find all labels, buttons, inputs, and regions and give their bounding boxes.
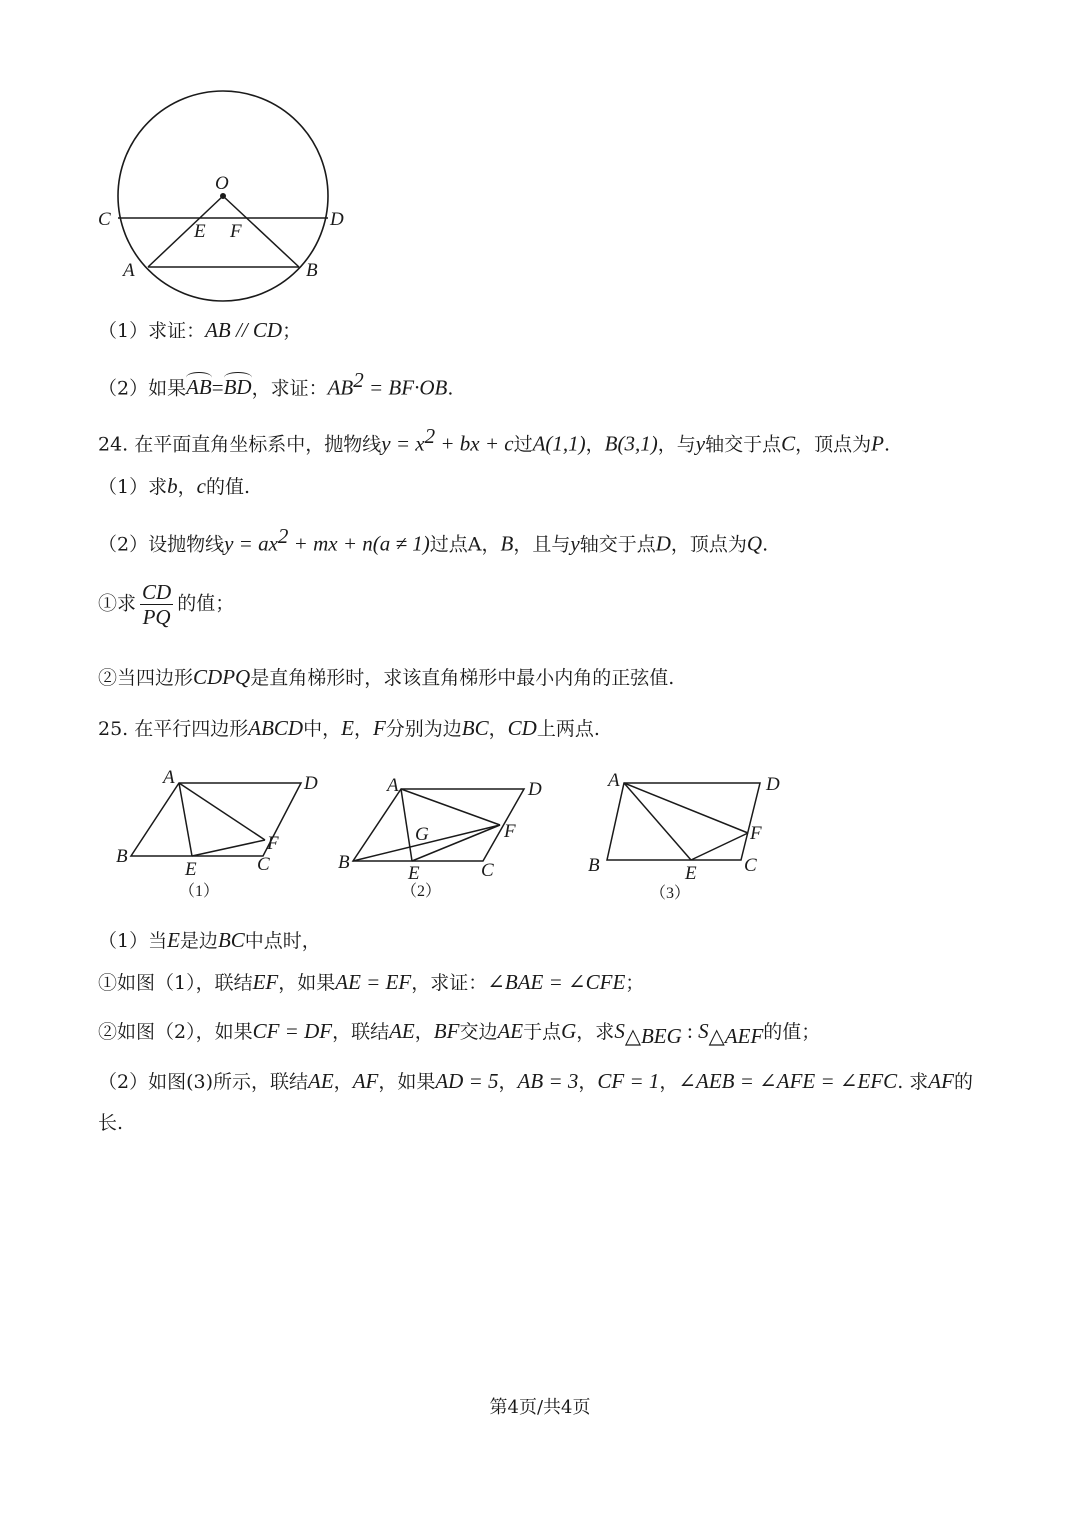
q24-end: . bbox=[883, 433, 891, 456]
q24-point-a: A(1,1) bbox=[532, 431, 586, 456]
q25-s2-at: 于点 bbox=[523, 1021, 562, 1043]
fig1-label-a: A bbox=[163, 767, 175, 788]
q24-s1-end: 的值； bbox=[177, 592, 235, 615]
q25-s2-colon: : bbox=[681, 1019, 699, 1043]
q25-s2-ae: AE bbox=[389, 1019, 415, 1043]
q25-p2-sep3: ， bbox=[578, 1071, 598, 1093]
q25-mid2: 分别为边 bbox=[385, 718, 462, 740]
circle-figure bbox=[90, 85, 360, 310]
q25-part2-tail bbox=[98, 1112, 123, 1135]
fig3-af bbox=[624, 783, 748, 833]
fig2-label-a: A bbox=[387, 775, 399, 796]
q24-sep: ， bbox=[585, 433, 605, 456]
q24-p2-pass: 过点 bbox=[429, 533, 468, 556]
fig1-label-f: F bbox=[267, 833, 279, 854]
q24-s2-prefix: ②当四边形 bbox=[98, 667, 194, 689]
q24-p2-axis: 轴交于点 bbox=[579, 533, 656, 556]
q24-part2 bbox=[98, 524, 768, 557]
q25-s2-s1: S bbox=[614, 1019, 625, 1043]
q25-s2-s1-sub: △BEG bbox=[624, 1023, 682, 1048]
fig1-label-d: D bbox=[304, 773, 318, 794]
q25-p1-bc: BC bbox=[217, 928, 245, 952]
q24-point-b: B(3,1) bbox=[604, 431, 658, 456]
q23-p2-math-b: = BF·OB bbox=[363, 375, 448, 400]
q23-p2-arc1: AB bbox=[186, 375, 212, 400]
q25-s2-g: G bbox=[561, 1019, 577, 1043]
q25-cd: CD bbox=[507, 716, 537, 740]
q25-stem-prefix: 25. 在平行四边形 bbox=[98, 718, 249, 740]
q24-vertex: ，顶点为 bbox=[795, 433, 872, 456]
fig2-label-d: D bbox=[528, 779, 542, 800]
figure-3 bbox=[580, 765, 790, 910]
q24-p2-sep: ， bbox=[481, 533, 501, 556]
q24-p2-b: B bbox=[500, 531, 514, 556]
page-footer: 第4页/共4页 bbox=[489, 1397, 591, 1418]
q24-p1-prefix: （1）求 bbox=[98, 476, 168, 498]
q25-s2-cond: CF = DF bbox=[252, 1019, 333, 1043]
q25-p2-sep2: ， bbox=[498, 1071, 518, 1093]
q24-p2-prefix: （2）设抛物线 bbox=[98, 533, 225, 556]
q25-s1-prefix: ①如图（1），联结 bbox=[98, 972, 253, 994]
q24-sub1 bbox=[98, 580, 234, 629]
q24-p: P bbox=[871, 431, 884, 456]
fig2-caption: （2） bbox=[401, 883, 442, 900]
fig1-ae bbox=[179, 783, 192, 856]
q25-p2-ad: AD = 5 bbox=[435, 1069, 499, 1093]
q24-s2-end: 是直角梯形时，求该直角梯形中最小内角的正弦值. bbox=[250, 667, 675, 689]
q25-s2-bf: BF bbox=[433, 1019, 460, 1043]
q24-func-b: + bx + c bbox=[435, 431, 514, 456]
q24-func-a: y = x bbox=[381, 431, 425, 456]
q25-sub2 bbox=[98, 1019, 820, 1049]
q25-s2-find: ，求 bbox=[576, 1021, 615, 1043]
q25-e: E bbox=[341, 716, 354, 740]
q24-p2-q: Q bbox=[746, 531, 763, 556]
q24-func-sup: 2 bbox=[424, 424, 436, 448]
fig1-label-b: B bbox=[116, 846, 128, 867]
fig1-label-c: C bbox=[257, 854, 270, 875]
q23-p2-eq: = bbox=[211, 375, 224, 400]
q25-abcd: ABCD bbox=[248, 716, 304, 740]
label-a: A bbox=[123, 260, 135, 281]
q25-s1-prove: ，求证： bbox=[411, 972, 488, 994]
q25-s2-sep: ， bbox=[414, 1021, 434, 1043]
fig3-label-d: D bbox=[766, 774, 780, 795]
fig2-af bbox=[401, 789, 500, 825]
fig3-parallelogram bbox=[607, 783, 760, 860]
q25-p2-cf: CF = 1 bbox=[597, 1069, 660, 1093]
q25-p2-ae: AE bbox=[308, 1069, 334, 1093]
q24-stem bbox=[98, 424, 890, 457]
q25-s1-cond: AE = EF bbox=[335, 970, 412, 994]
q25-s2-s2-sub: △AEF bbox=[708, 1023, 764, 1048]
q24-fraction bbox=[140, 580, 173, 629]
q24-p2-func-a: y = ax bbox=[224, 531, 278, 556]
label-o: O bbox=[215, 173, 229, 194]
q25-p1-end: 中点时， bbox=[244, 930, 321, 952]
q24-axis: 轴交于点 bbox=[705, 433, 782, 456]
q25-s1-ef: EF bbox=[252, 970, 279, 994]
q25-f: F bbox=[372, 716, 386, 740]
q25-p2-tail: 长. bbox=[98, 1112, 124, 1134]
fig1-caption: （1） bbox=[179, 883, 220, 900]
q24-pass: 过 bbox=[513, 433, 533, 456]
label-b: B bbox=[306, 260, 318, 281]
q25-p2-angles: ∠AEB = ∠AFE = ∠EFC bbox=[678, 1069, 898, 1093]
q24-p2-d: D bbox=[655, 531, 671, 556]
q24-p2-mid: ，且与 bbox=[513, 533, 571, 556]
fig3-label-a: A bbox=[608, 770, 620, 791]
q23-p1-math: AB // CD bbox=[205, 318, 283, 342]
label-f: F bbox=[230, 221, 242, 242]
fig3-label-c: C bbox=[744, 855, 757, 876]
fig3-label-e: E bbox=[685, 863, 697, 884]
q25-s2-ae2: AE bbox=[497, 1019, 524, 1043]
q25-p2-of: 的 bbox=[953, 1071, 973, 1093]
fig2-label-e: E bbox=[408, 863, 420, 884]
fig3-caption: （3） bbox=[650, 885, 691, 902]
q23-p2-prefix: （2）如果 bbox=[98, 377, 187, 400]
fig2-label-c: C bbox=[481, 860, 494, 881]
q25-s1-mid: ，如果 bbox=[278, 972, 336, 994]
q24-p2-y: y bbox=[570, 531, 580, 556]
fig2-ae bbox=[401, 789, 412, 861]
q24-frac-den: PQ bbox=[142, 605, 171, 630]
q25-stem bbox=[98, 716, 600, 741]
q25-sub1 bbox=[98, 970, 644, 995]
q24-p2-end: . bbox=[762, 533, 769, 556]
q24-sub2 bbox=[98, 665, 674, 690]
fig1-ef bbox=[192, 840, 265, 856]
q25-s2-join: ，联结 bbox=[332, 1021, 390, 1043]
q25-s2-prefix: ②如图（2），如果 bbox=[98, 1021, 253, 1043]
q25-p1-mid: 是边 bbox=[179, 930, 218, 952]
q23-p2-mid: ，求证： bbox=[251, 377, 328, 400]
q23-p1-prefix: （1）求证： bbox=[98, 320, 206, 342]
q23-p1-end: ； bbox=[282, 320, 302, 342]
q25-p2-af2: AF bbox=[928, 1069, 954, 1093]
q24-y: y bbox=[695, 431, 706, 456]
q25-bc: BC bbox=[461, 716, 489, 740]
fig3-ae bbox=[624, 783, 691, 860]
q25-p2-sep: ， bbox=[333, 1071, 353, 1093]
fig2-label-f: F bbox=[504, 821, 516, 842]
q24-frac-num: CD bbox=[142, 580, 172, 604]
fig1-label-e: E bbox=[185, 859, 197, 880]
q23-p2-end: . bbox=[447, 377, 454, 400]
fig2-label-b: B bbox=[338, 852, 350, 873]
q25-s2-cross: 交边 bbox=[459, 1021, 498, 1043]
fig3-label-b: B bbox=[588, 855, 600, 876]
q25-p2-sep4: ， bbox=[659, 1071, 679, 1093]
q24-c: C bbox=[781, 431, 796, 456]
q24-mid: ，与 bbox=[657, 433, 696, 456]
q24-p2-func-sup: 2 bbox=[277, 524, 289, 548]
q25-p2-if: ，如果 bbox=[378, 1071, 436, 1093]
q24-p1-end: 的值. bbox=[205, 476, 250, 498]
q25-p1-prefix: （1）当 bbox=[98, 930, 168, 952]
label-e: E bbox=[194, 221, 206, 242]
figure-1 bbox=[105, 762, 335, 907]
q24-s1-prefix: ①求 bbox=[98, 592, 137, 615]
fig3-ef bbox=[691, 833, 748, 860]
q23-p2-math-sup: 2 bbox=[353, 368, 364, 392]
label-c: C bbox=[98, 209, 111, 230]
fig1-af bbox=[179, 783, 265, 840]
q25-mid1: 中， bbox=[303, 718, 342, 740]
q23-p2-arc2: BD bbox=[223, 375, 252, 400]
q23-p2-math-a: AB bbox=[327, 375, 354, 400]
q25-p2-prefix: （2）如图(3)所示，联结 bbox=[98, 1071, 309, 1093]
q25-end: 上两点. bbox=[536, 718, 600, 740]
q24-part1 bbox=[98, 474, 250, 499]
segment-oa bbox=[148, 196, 223, 267]
q25-p2-ab: AB = 3 bbox=[517, 1069, 579, 1093]
q24-s2-math: CDPQ bbox=[193, 665, 251, 689]
fig2-label-g: G bbox=[415, 824, 429, 845]
q24-p2-vertex: ，顶点为 bbox=[670, 533, 747, 556]
label-d: D bbox=[330, 209, 344, 230]
fig3-label-f: F bbox=[750, 823, 762, 844]
q25-p2-af: AF bbox=[352, 1069, 379, 1093]
q25-s1-end: ； bbox=[625, 972, 645, 994]
q23-part1 bbox=[98, 318, 301, 343]
q25-s2-s2: S bbox=[698, 1019, 709, 1043]
q24-p2-func-b: + mx + n(a ≠ 1) bbox=[288, 531, 430, 556]
q24-p1-sep: ， bbox=[177, 476, 197, 498]
q24-p1-c: c bbox=[196, 474, 206, 498]
q25-p2-find: . 求 bbox=[897, 1071, 929, 1093]
q24-p2-a: A bbox=[467, 533, 482, 556]
q24-p1-b: b bbox=[167, 474, 178, 498]
q25-part1 bbox=[98, 928, 321, 953]
q25-sep2: ， bbox=[488, 718, 508, 740]
q24-stem-text: 24. 在平面直角坐标系中，抛物线 bbox=[98, 433, 382, 456]
q25-sep: ， bbox=[353, 718, 373, 740]
q25-p1-e: E bbox=[167, 928, 180, 952]
q25-s2-end: 的值； bbox=[763, 1021, 821, 1043]
q25-part2 bbox=[98, 1069, 973, 1094]
figure-2 bbox=[335, 765, 555, 910]
q23-part2 bbox=[98, 368, 453, 401]
q25-s1-goal: ∠BAE = ∠CFE bbox=[487, 970, 626, 994]
